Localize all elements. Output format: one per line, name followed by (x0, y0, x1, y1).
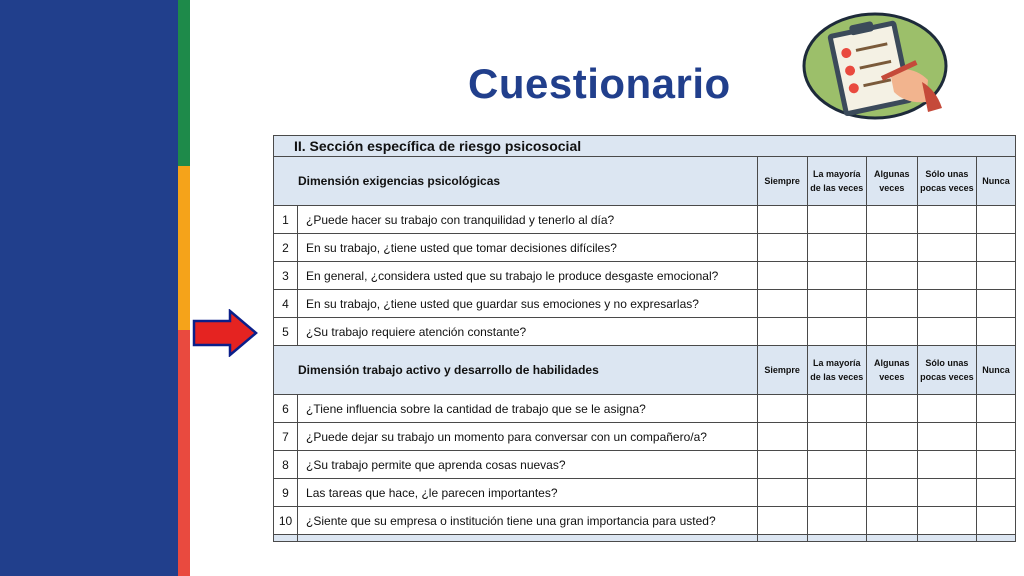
header-pocas-veces: Sólo unas pocas veces (917, 157, 976, 206)
answer-cell[interactable] (807, 451, 866, 479)
dimension-label: Dimensión exigencias psicológicas (274, 157, 758, 206)
answer-cell[interactable] (807, 262, 866, 290)
answer-cell[interactable] (976, 451, 1015, 479)
answer-cell[interactable] (757, 423, 807, 451)
red-arrow-icon (192, 309, 258, 357)
answer-cell[interactable] (917, 451, 976, 479)
answer-cell[interactable] (866, 262, 917, 290)
question-text: ¿Su trabajo permite que aprenda cosas nuevas? (298, 451, 758, 479)
answer-cell[interactable] (807, 507, 866, 535)
section-title: II. Sección específica de riesgo psicosocial (274, 136, 1016, 157)
answer-cell[interactable] (807, 318, 866, 346)
answer-cell[interactable] (807, 206, 866, 234)
question-row (274, 507, 1016, 535)
green-stripe (178, 0, 190, 166)
answer-cell[interactable] (917, 479, 976, 507)
answer-cell[interactable] (976, 479, 1015, 507)
answer-cell[interactable] (866, 479, 917, 507)
answer-cell[interactable] (866, 507, 917, 535)
answer-cell[interactable] (757, 290, 807, 318)
answer-cell[interactable] (917, 318, 976, 346)
question-row (274, 262, 1016, 290)
header-algunas-veces: Algunas veces (866, 346, 917, 395)
question-number: 9 (274, 479, 298, 507)
answer-cell[interactable] (757, 479, 807, 507)
question-number: 1 (274, 206, 298, 234)
dimension-header-row (274, 157, 1016, 206)
answer-cell[interactable] (917, 290, 976, 318)
dimension-label: Dimensión trabajo activo y desarrollo de habilidades (274, 346, 758, 395)
answer-cell[interactable] (976, 423, 1015, 451)
answer-cell[interactable] (917, 206, 976, 234)
answer-cell[interactable] (976, 507, 1015, 535)
answer-cell[interactable] (976, 234, 1015, 262)
answer-cell[interactable] (866, 290, 917, 318)
answer-cell[interactable] (757, 318, 807, 346)
question-row (274, 423, 1016, 451)
answer-cell[interactable] (757, 234, 807, 262)
question-row (274, 206, 1016, 234)
header-pocas-veces: Sólo unas pocas veces (917, 346, 976, 395)
header-la-mayoria: La mayoría de las veces (807, 346, 866, 395)
question-number: 7 (274, 423, 298, 451)
question-row (274, 318, 1016, 346)
answer-cell[interactable] (976, 290, 1015, 318)
answer-cell[interactable] (757, 206, 807, 234)
question-number: 6 (274, 395, 298, 423)
answer-cell[interactable] (757, 395, 807, 423)
header-nunca: Nunca (976, 346, 1015, 395)
question-row (274, 479, 1016, 507)
left-blue-panel (0, 0, 178, 576)
header-la-mayoria: La mayoría de las veces (807, 157, 866, 206)
answer-cell[interactable] (917, 395, 976, 423)
question-row (274, 395, 1016, 423)
answer-cell[interactable] (976, 262, 1015, 290)
answer-cell[interactable] (976, 206, 1015, 234)
question-number: 10 (274, 507, 298, 535)
answer-cell[interactable] (807, 395, 866, 423)
question-text: En general, ¿considera usted que su trabajo le produce desgaste emocional? (298, 262, 758, 290)
questionnaire-table (273, 135, 1016, 550)
answer-cell[interactable] (757, 451, 807, 479)
question-row (274, 451, 1016, 479)
answer-cell[interactable] (917, 234, 976, 262)
question-number: 3 (274, 262, 298, 290)
answer-cell[interactable] (757, 507, 807, 535)
red-stripe (178, 330, 190, 576)
dimension-header-row (274, 346, 1016, 395)
slide-title: Cuestionario (468, 60, 731, 107)
answer-cell[interactable] (917, 262, 976, 290)
header-siempre: Siempre (757, 346, 807, 395)
question-number: 4 (274, 290, 298, 318)
answer-cell[interactable] (757, 262, 807, 290)
question-row (274, 234, 1016, 262)
question-text: Las tareas que hace, ¿le parecen importantes? (298, 479, 758, 507)
orange-stripe (178, 166, 190, 330)
answer-cell[interactable] (917, 423, 976, 451)
question-text: ¿Puede hacer su trabajo con tranquilidad y tenerlo al día? (298, 206, 758, 234)
answer-cell[interactable] (807, 423, 866, 451)
answer-cell[interactable] (807, 479, 866, 507)
clipboard-checklist-icon (802, 12, 948, 120)
answer-cell[interactable] (866, 395, 917, 423)
answer-cell[interactable] (807, 234, 866, 262)
question-number: 8 (274, 451, 298, 479)
question-row (274, 290, 1016, 318)
question-text: ¿Su trabajo requiere atención constante? (298, 318, 758, 346)
answer-cell[interactable] (866, 206, 917, 234)
header-siempre: Siempre (757, 157, 807, 206)
question-number: 5 (274, 318, 298, 346)
answer-cell[interactable] (976, 395, 1015, 423)
answer-cell[interactable] (866, 318, 917, 346)
question-text: ¿Puede dejar su trabajo un momento para conversar con un compañero/a? (298, 423, 758, 451)
answer-cell[interactable] (976, 318, 1015, 346)
answer-cell[interactable] (807, 290, 866, 318)
question-text: En su trabajo, ¿tiene usted que tomar decisiones difíciles? (298, 234, 758, 262)
answer-cell[interactable] (866, 423, 917, 451)
question-number: 2 (274, 234, 298, 262)
answer-cell[interactable] (917, 507, 976, 535)
question-text: ¿Siente que su empresa o institución tiene una gran importancia para usted? (298, 507, 758, 535)
header-nunca: Nunca (976, 157, 1015, 206)
answer-cell[interactable] (866, 451, 917, 479)
header-algunas-veces: Algunas veces (866, 157, 917, 206)
question-text: ¿Tiene influencia sobre la cantidad de trabajo que se le asigna? (298, 395, 758, 423)
cut-off-row (274, 535, 1016, 542)
answer-cell[interactable] (866, 234, 917, 262)
question-text: En su trabajo, ¿tiene usted que guardar sus emociones y no expresarlas? (298, 290, 758, 318)
